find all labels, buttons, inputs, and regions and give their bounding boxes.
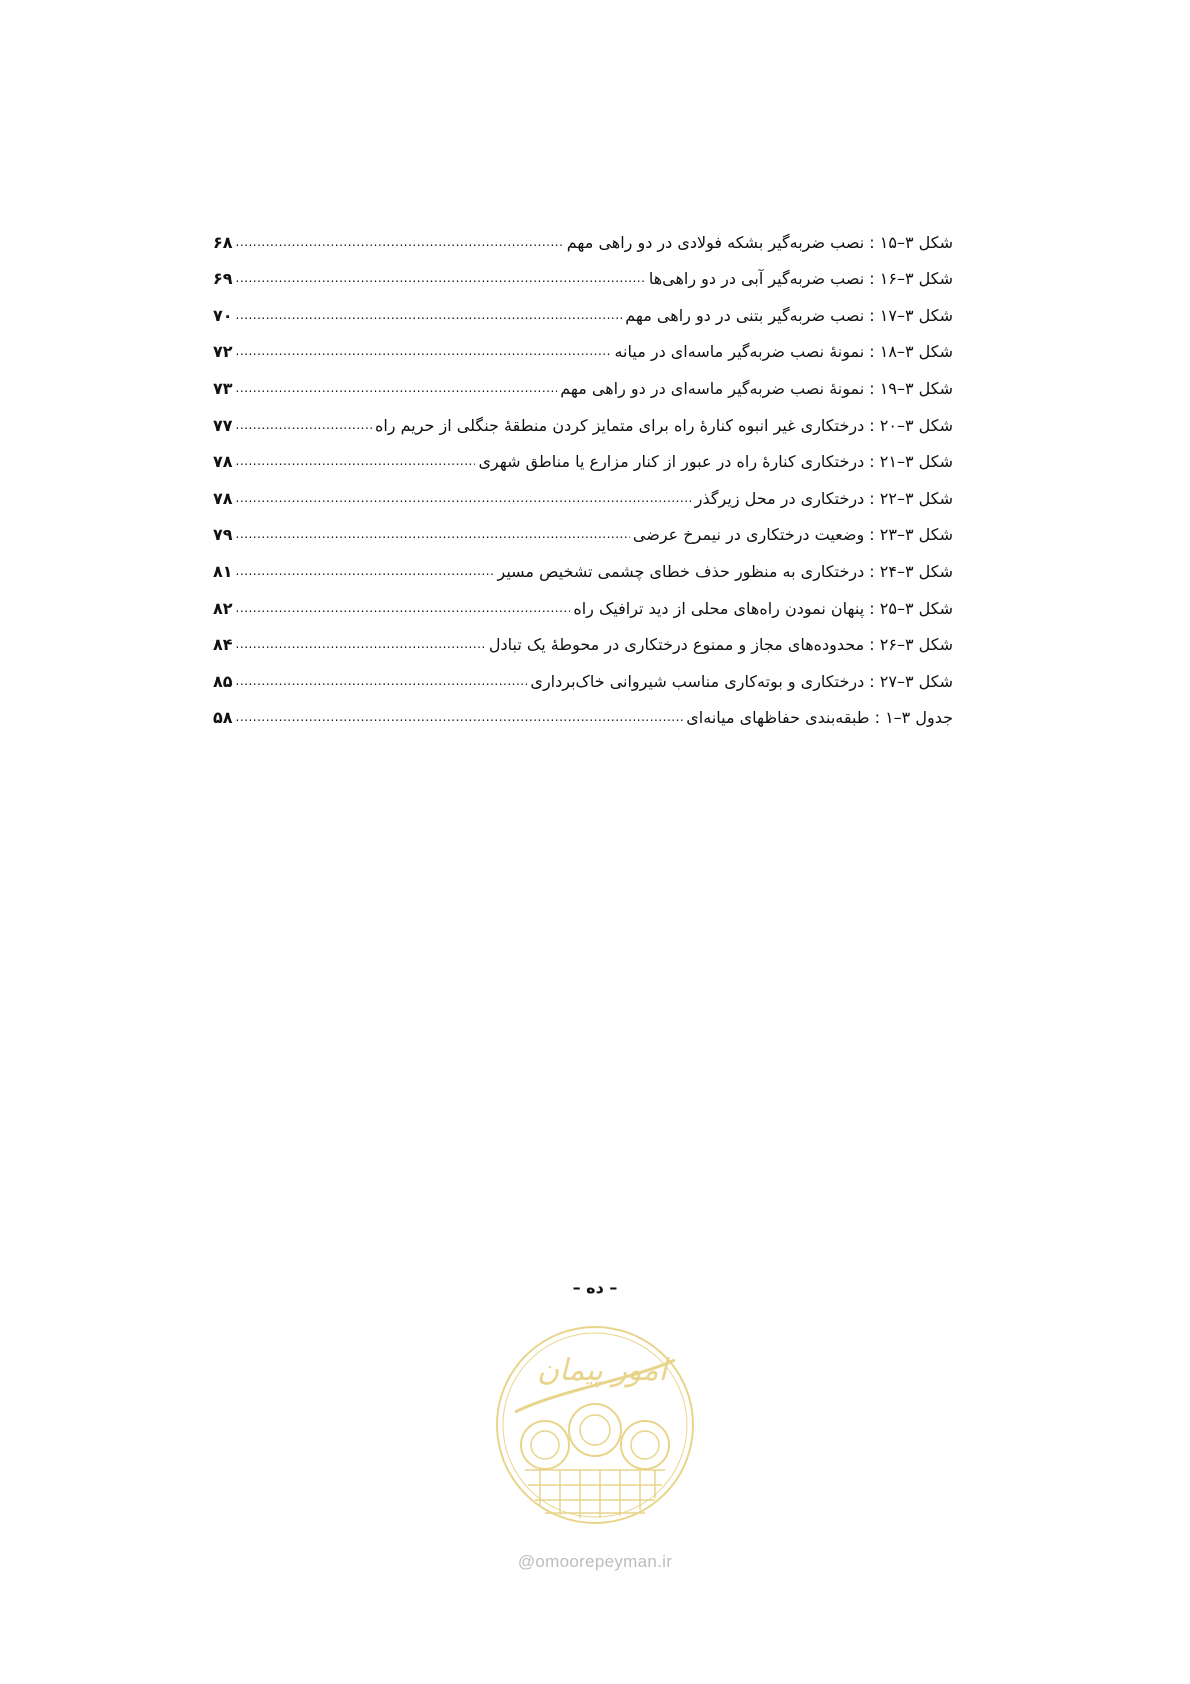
page-number: – ده – xyxy=(572,1278,618,1297)
dot-leader xyxy=(236,674,528,688)
toc-entry-title: شکل ۳–۲۳ : وضعیت درختکاری در نیمرخ عرضی xyxy=(632,525,953,545)
dot-leader xyxy=(236,601,571,615)
toc-entry xyxy=(213,545,953,582)
toc-entry-title: شکل ۳–۲۱ : درختکاری کنارهٔ راه در عبور از کنار مزارع یا مناطق شهری xyxy=(478,452,953,472)
watermark-text: @omoorepeyman.ir xyxy=(517,1552,673,1571)
dot-leader xyxy=(236,418,372,432)
toc-entry-page-number: ۷۳ xyxy=(213,378,233,398)
toc-entry xyxy=(213,326,953,363)
toc-entry xyxy=(213,472,953,509)
dot-leader xyxy=(236,564,495,578)
dot-leader xyxy=(236,235,564,249)
toc-entry-title: شکل ۳–۱۶ : نصب ضربه‌گیر آبی در دو راهی‌ها xyxy=(648,269,953,289)
toc-entry-page-number: ۸۴ xyxy=(213,635,233,655)
toc-entry xyxy=(213,692,953,729)
toc-entry-title: شکل ۳–۱۵ : نصب ضربه‌گیر بشکه فولادی در دو راهی مهم xyxy=(566,232,953,252)
dot-leader xyxy=(236,710,684,724)
toc-entry-title: شکل ۳–۲۶ : محدوده‌های مجاز و ممنوع درختکاری در محوطهٔ یک تبادل xyxy=(488,635,953,655)
toc-entry-page-number: ۸۵ xyxy=(213,671,233,691)
toc-entry xyxy=(213,436,953,473)
toc-entry-title: شکل ۳–۱۸ : نمونهٔ نصب ضربه‌گیر ماسه‌ای در میانه xyxy=(614,342,953,362)
omoor-peyman-stamp-logo xyxy=(490,1320,700,1530)
toc-entry xyxy=(213,582,953,619)
toc-entry-title: شکل ۳–۲۰ : درختکاری غیر انبوه کنارهٔ راه برای متمایز کردن منطقهٔ جنگلی از حریم راه xyxy=(374,415,953,435)
toc-entry xyxy=(213,619,953,656)
toc-entry-page-number: ۷۰ xyxy=(213,305,233,325)
toc-entry xyxy=(213,655,953,692)
toc-entry xyxy=(213,289,953,326)
toc-entry xyxy=(213,362,953,399)
toc-entry-title: جدول ۳–۱ : طبقه‌بندی حفاظهای میانه‌ای xyxy=(686,708,953,728)
toc-entry-title: شکل ۳–۲۷ : درختکاری و بوته‌کاری مناسب شیروانی خاک‌برداری xyxy=(530,671,953,691)
toc-entry-page-number: ۶۸ xyxy=(213,232,233,252)
toc-entry-title: شکل ۳–۲۲ : درختکاری در محل زیرگذر xyxy=(694,488,953,508)
toc-entry-title: شکل ۳–۲۴ : درختکاری به منظور حذف خطای چشمی تشخیص مسیر xyxy=(497,561,953,581)
toc-entry-page-number: ۶۹ xyxy=(213,269,233,289)
dot-leader xyxy=(236,454,476,468)
stamp-lettering: امور پیمان xyxy=(537,1353,667,1388)
toc-entry-page-number: ۷۸ xyxy=(213,488,233,508)
dot-leader xyxy=(236,381,558,395)
dot-leader xyxy=(236,271,646,285)
toc-entry-page-number: ۸۲ xyxy=(213,598,233,618)
toc-entry xyxy=(213,399,953,436)
dot-leader xyxy=(236,491,692,505)
toc-entry-page-number: ۵۸ xyxy=(213,708,233,728)
toc-entry-page-number: ۷۹ xyxy=(213,525,233,545)
dot-leader xyxy=(236,637,486,651)
dot-leader xyxy=(236,308,623,322)
toc-entry-page-number: ۷۲ xyxy=(213,342,233,362)
dot-leader xyxy=(236,527,630,541)
toc-entry-title: شکل ۳–۱۹ : نمونهٔ نصب ضربه‌گیر ماسه‌ای در دو راهی مهم xyxy=(560,378,953,398)
toc-entry xyxy=(213,216,953,253)
toc-entry-page-number: ۷۷ xyxy=(213,415,233,435)
table-of-contents xyxy=(213,216,953,728)
toc-entry-page-number: ۷۸ xyxy=(213,452,233,472)
toc-entry-title: شکل ۳–۱۷ : نصب ضربه‌گیر بتنی در دو راهی مهم xyxy=(625,305,953,325)
toc-entry-title: شکل ۳–۲۵ : پنهان نمودن راه‌های محلی از دید ترافیک راه xyxy=(573,598,953,618)
toc-entry xyxy=(213,253,953,290)
toc-entry xyxy=(213,509,953,546)
toc-entry-page-number: ۸۱ xyxy=(213,561,233,581)
dot-leader xyxy=(236,344,612,358)
